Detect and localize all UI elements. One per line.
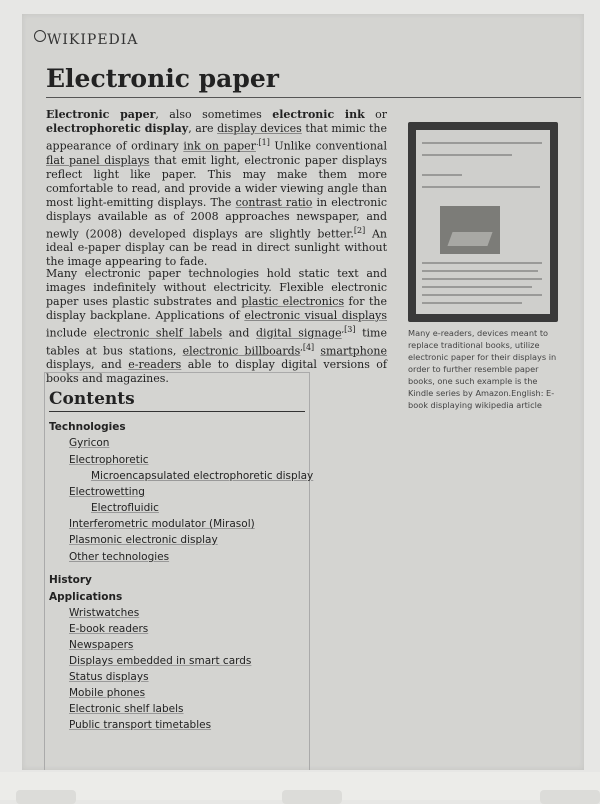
- toc-item[interactable]: Technologies: [49, 421, 126, 433]
- article-link[interactable]: display devices: [217, 122, 302, 135]
- text-run: that emit light, electronic paper displays reflect light like paper. This may make them more comfortable to read, and provide a wider viewing angle than most light-emitting displays. The: [46, 153, 388, 209]
- home-button[interactable]: [282, 790, 342, 804]
- toc-item[interactable]: History: [49, 574, 92, 586]
- article-link[interactable]: e-readers: [128, 358, 182, 372]
- toc-item[interactable]: E-book readers: [69, 623, 149, 635]
- toc-item[interactable]: Mobile phones: [69, 687, 146, 699]
- toc-item[interactable]: Plasmonic electronic display: [69, 534, 218, 546]
- toc-item[interactable]: Status displays: [69, 671, 149, 683]
- table-of-contents: [44, 372, 314, 770]
- toc-item[interactable]: Electronic shelf labels: [69, 703, 184, 715]
- toc-item[interactable]: Other technologies: [69, 551, 170, 563]
- citation-link[interactable]: [2]: [353, 225, 366, 235]
- page-title: Electronic paper: [46, 64, 581, 98]
- toc-item[interactable]: Microencapsulated electrophoretic display: [91, 470, 314, 482]
- photo-screen-content: [416, 130, 550, 314]
- toc-item[interactable]: Newspapers: [69, 639, 134, 651]
- article-link[interactable]: flat panel displays: [46, 153, 150, 167]
- citation-link[interactable]: ,[3]: [341, 325, 356, 334]
- wikipedia-logo[interactable]: [34, 32, 138, 48]
- bold-term: electrophoretic display: [46, 122, 189, 135]
- text-run: in electronic displays available as of 2008 approaches newspaper, and newly (2008) developed displays are slightly better.: [46, 195, 388, 241]
- article-link[interactable]: ink on paper: [183, 139, 256, 153]
- toc-item[interactable]: Gyricon: [69, 437, 110, 449]
- article-link[interactable]: electronic billboards: [182, 344, 301, 358]
- article-link[interactable]: electronic shelf labels: [93, 326, 223, 340]
- article-link[interactable]: plastic electronics: [241, 295, 345, 308]
- text-run: , also sometimes: [155, 108, 273, 121]
- ereader-screen: [22, 14, 584, 770]
- figure-caption: Many e-readers, devices meant to replace traditional books, utilize electronic paper for their displays in order to further resemble paper books, one such example is the Kindle series by Amazon.English: E-book displaying wikipedia article: [408, 328, 557, 410]
- toc-item[interactable]: Public transport timetables: [69, 719, 212, 731]
- logo-text: WIKIPEDIA: [47, 32, 139, 48]
- text-run: Many electronic paper technologies hold static text and images indefinitely without electricity. Flexible electronic paper uses plastic substrates and: [46, 267, 387, 308]
- toc-item[interactable]: Electrophoretic: [69, 454, 149, 466]
- article-link[interactable]: digital signage: [256, 326, 342, 340]
- text-run: , are: [188, 122, 218, 135]
- text-run: Unlike conventional: [269, 139, 387, 153]
- text-run: An ideal e-paper display can be read in direct sunlight without the image appearing to fade.: [46, 227, 387, 269]
- ereader-photo[interactable]: [408, 122, 558, 322]
- citation-link[interactable]: .[1]: [255, 138, 270, 147]
- wikipedia-globe-icon: [34, 30, 46, 42]
- toc-item[interactable]: Electrofluidic: [91, 502, 159, 514]
- page-back-button[interactable]: [16, 790, 76, 804]
- second-paragraph: [46, 267, 387, 386]
- toc-title: Contents: [49, 389, 305, 412]
- toc-item[interactable]: Applications: [49, 591, 123, 603]
- page-forward-button[interactable]: [540, 790, 600, 804]
- text-run: and: [222, 326, 257, 340]
- article-link[interactable]: contrast ratio: [235, 195, 313, 209]
- bold-term: Electronic paper: [46, 108, 156, 121]
- text-run: able to display digital versions of books and magazines.: [46, 358, 387, 386]
- text-run: displays, and: [46, 358, 129, 372]
- article-link[interactable]: smartphone: [320, 344, 388, 358]
- lead-paragraph: [46, 108, 387, 269]
- toc-item[interactable]: Interferometric modulator (Mirasol): [69, 518, 255, 530]
- article-link[interactable]: electronic visual displays: [244, 309, 387, 322]
- toc-item[interactable]: Wristwatches: [69, 607, 140, 619]
- text-run: that mimic the appearance of ordinary: [46, 122, 387, 153]
- bold-term: electronic ink: [272, 108, 365, 121]
- text-run: include: [46, 326, 94, 340]
- text-run: time tables at bus stations,: [46, 326, 387, 358]
- text-run: or: [364, 108, 387, 121]
- text-run: for the display backplane. Applications of: [46, 295, 387, 322]
- toc-item[interactable]: Displays embedded in smart cards: [69, 655, 252, 667]
- toc-item[interactable]: Electrowetting: [69, 486, 145, 498]
- citation-link[interactable]: ,[4]: [300, 342, 315, 352]
